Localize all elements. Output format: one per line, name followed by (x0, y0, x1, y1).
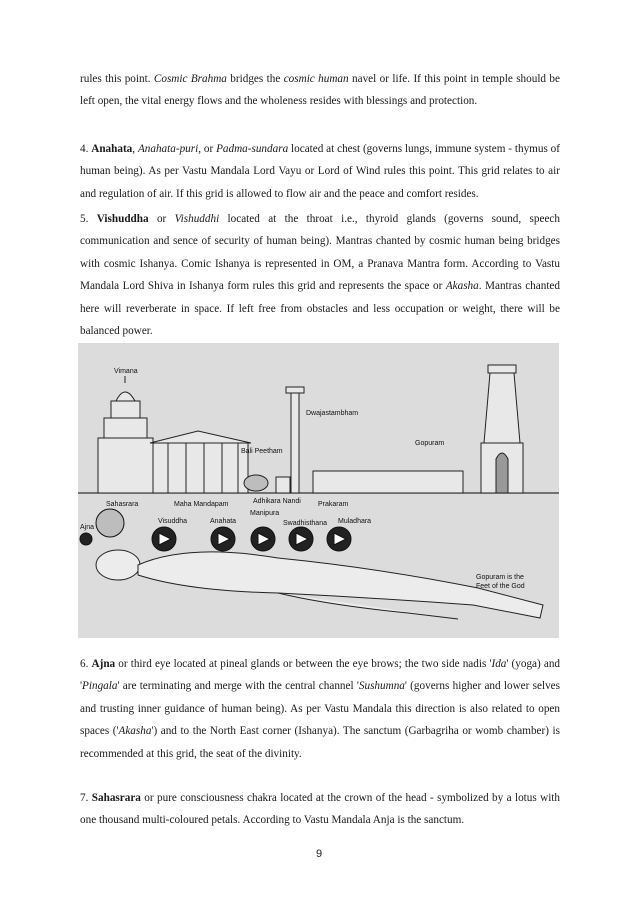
prakaram-wall (313, 471, 463, 493)
label-adhikara-nandi: Adhikara Nandi (253, 498, 301, 505)
label-swadhisthana: Swadhisthana (283, 520, 327, 527)
label-anahata: Anahata (210, 518, 237, 525)
label-maha-mandapam: Maha Mandapam (174, 501, 229, 508)
label-muladhara: Muladhara (338, 518, 372, 525)
temple-body-figure (78, 343, 559, 638)
paragraph-sahasrara: 7. Sahasrara or pure consciousness chakra located at the crown of the head - symbolized by a lotus with one thousand multi-coloured petals. According to Vastu Mandala Anja is the sanctum. (80, 792, 561, 827)
ajna-chakra-icon (80, 533, 92, 545)
maha-mandapam (150, 431, 251, 493)
label-prakaram: Prakaram (318, 501, 349, 508)
label-gopuram: Gopuram (415, 440, 445, 447)
label-dwajastambham: Dwajastambham (306, 410, 359, 417)
page-number: 9 (315, 848, 323, 860)
label-vimana: Vimana (114, 368, 138, 375)
label-ajna: Ajna (80, 524, 95, 531)
label-visuddha: Visuddha (158, 518, 188, 525)
label-manipura: Manipura (250, 510, 280, 517)
paragraph-navel: rules this point. Cosmic Brahma bridges the cosmic human navel or life. If this point in temple should be left open, the vital energy flows and the wholeness resides with blessings and protection. (80, 73, 560, 108)
label-bali-peetham: Bali Peetham (241, 448, 283, 455)
label-gopuram-caption-1: Gopuram is the (476, 574, 524, 581)
sahasrara-chakra-icon (96, 509, 124, 537)
paragraph-anahata: 4. Anahata, Anahata-puri, or Padma-sundara located at chest (governs lungs, immune system - thymus of human being). As per Vastu Mandala Lord Vayu or Lord of Wind rules this point. This grid relates to air and regulation of air. If this grid is allowed to flow air and the peace and comfort resides. (80, 143, 560, 200)
temple-body-illustration (78, 343, 559, 638)
paragraph-ajna: 6. Ajna or third eye located at pineal glands or between the eye brows; the two side nadis 'Ida' (yoga) and 'Pingala' are terminating and merge with the central channel 'Sushumna' (governs higher and lower selves and trusting inner guidance of human being). As per Vastu Mandala this direction is also related to open spaces ('Akasha') and to the North East corner (Ishanya). The sanctum (Garbagriha or womb chamber) is recommended at this grid, the seat of the divinity. (80, 658, 561, 760)
label-sahasrara: Sahasrara (106, 501, 139, 508)
label-gopuram-caption-2: Feet of the God (476, 583, 525, 590)
paragraph-vishuddha: 5. Vishuddha or Vishuddhi located at the throat i.e., thyroid glands (governs sound, speech communication and sence of security of human being). Mantras chanted by cosmic human being bridges with cosmic Ishanya. Comic Ishanya is represented in OM, a Pranava Mantra form. According to Vastu Mandala Lord Shiva in Ishanya form rules this grid and represents the space or Akasha. Mantras chanted here will reverberate in space. If left free from obstacles and less occupation or weight, there will be balanced power. (80, 213, 560, 338)
